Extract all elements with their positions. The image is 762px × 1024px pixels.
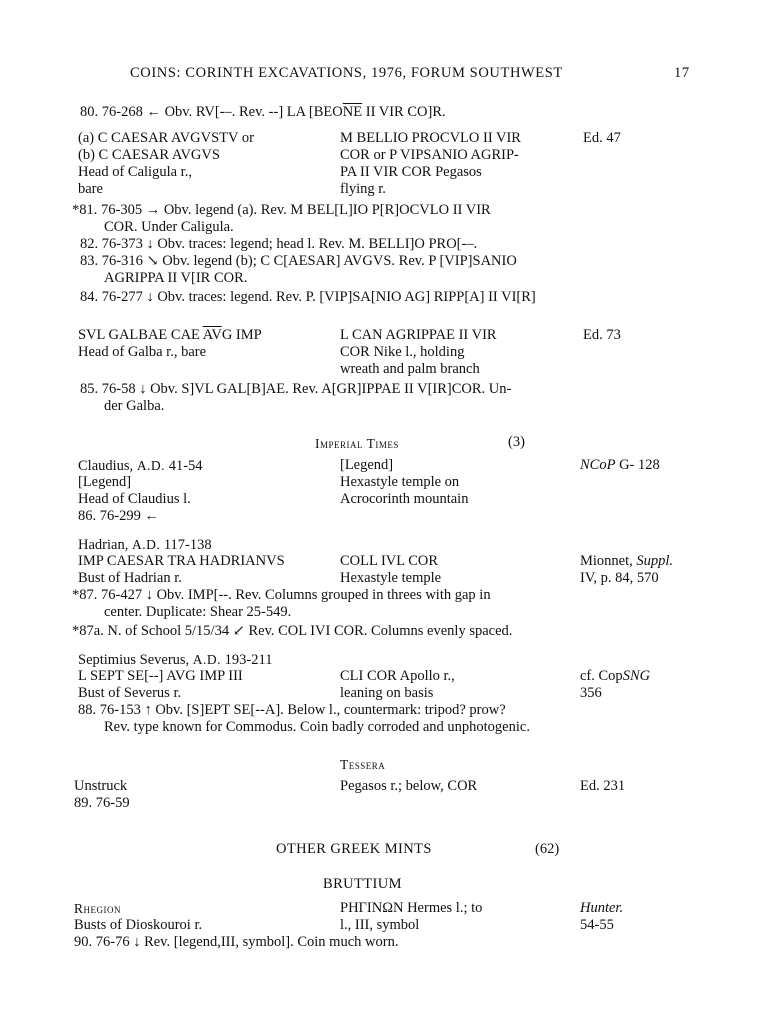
hadrian-title (78, 536, 212, 554)
e80-obv-bare: bare (78, 181, 103, 197)
hadrian-rev-1: COLL IVL COR (340, 553, 439, 569)
entry-86: 86. 76-299 ← (78, 508, 159, 524)
severus-rev-2: leaning on basis (340, 685, 434, 701)
entry-81-line-2: COR. Under Caligula. (104, 219, 234, 235)
bruttium-obverse: Busts of Dioskouroi r. (74, 917, 203, 933)
severus-reference-1 (580, 668, 650, 685)
e80-rev-2: COR or P VIPSANIO AGRIP- (340, 147, 519, 163)
entry-83-line-2: AGRIPPA II V[IR COR. (104, 270, 248, 286)
tessera-reverse: Pegasos r.; below, COR (340, 778, 478, 794)
claudius-ref-rest: G- 128 (615, 457, 660, 473)
entry-80-overline: $\overline{NE}$ (342, 104, 363, 120)
claudius-rev-1: [Legend] (340, 457, 394, 473)
entry-84: 84. 76-277 ↓ Obv. traces: legend. Rev. P. [VIP]SA[NIO AG] RIPP[A] II VI[R] (80, 289, 536, 305)
hadrian-reference-2: IV, p. 84, 570 (580, 570, 659, 586)
entry-88-line-2: Rev. type known for Commodus. Coin badly corroded and unphotogenic. (104, 719, 530, 735)
galba-rev-2: COR Nike l., holding (340, 344, 465, 360)
hadrian-rev-2: Hexastyle temple (340, 570, 442, 586)
claudius-rev-2: Hexastyle temple on (340, 474, 460, 490)
bruttium-reference-1: Hunter. (580, 900, 624, 916)
claudius-reference (580, 457, 660, 474)
hadrian-ad: A.D. (131, 537, 161, 552)
hadrian-obv-1: IMP CAESAR TRA HADRIANVS (78, 553, 285, 569)
entry-87-line-1: *87. 76-427 ↓ Obv. IMP[--. Rev. Columns grouped in threes with gap in (72, 587, 491, 603)
bruttium-mint-name: Rhegion (74, 901, 121, 916)
galba-obv-b: G IMP (221, 327, 262, 343)
hadrian-years: 117-138 (160, 537, 212, 553)
e80-reference: Ed. 47 (583, 130, 621, 146)
other-greek-mints-count: (62) (535, 841, 560, 857)
claudius-name: Claudius, (78, 458, 137, 474)
bruttium-rev-1: ΡΗΓΙΝΩΝ Hermes l.; to (340, 900, 483, 916)
claudius-obv-1: [Legend] (78, 474, 132, 490)
galba-rev-1: L CAN AGRIPPAE II VIR (340, 327, 497, 343)
galba-obverse-legend (78, 327, 262, 344)
claudius-rev-3: Acrocorinth mountain (340, 491, 469, 507)
hadrian-ref-a: Mionnet, (580, 553, 637, 569)
section-other-greek-mints: OTHER GREEK MINTS (276, 841, 432, 857)
severus-rev-1: CLI COR Apollo r., (340, 668, 455, 684)
severus-obv-1: L SEPT SE[--] AVG IMP III (78, 668, 243, 684)
imperial-times-count: (3) (508, 434, 525, 450)
hadrian-obv-2: Bust of Hadrian r. (78, 570, 182, 586)
entry-85-line-1: 85. 76-58 ↓ Obv. S]VL GAL[B]AE. Rev. A[GR]IPPAE II V[IR]COR. Un- (80, 381, 512, 397)
entry-87-line-2: center. Duplicate: Shear 25-549. (104, 604, 292, 620)
e80-obv-head: Head of Caligula r., (78, 164, 192, 180)
e80-rev-1: M BELLIO PROCVLO II VIR (340, 130, 521, 146)
severus-ref-b: SNG (622, 668, 651, 684)
section-imperial-times: Imperial Times (315, 436, 399, 451)
severus-name: Septimius Severus, (78, 652, 193, 668)
entry-81-line-1: *81. 76-305 → Obv. legend (a). Rev. M BEL[L]IO P[R]OCVLO II VIR (72, 202, 491, 218)
hadrian-ref-b: Suppl. (636, 553, 674, 569)
hadrian-reference-1 (580, 553, 673, 570)
claudius-obv-2: Head of Claudius l. (78, 491, 191, 507)
entry-80-heading (80, 104, 446, 121)
running-title: COINS: CORINTH EXCAVATIONS, 1976, FORUM SOUTHWEST (130, 65, 563, 81)
severus-ref-a: cf. Cop (580, 668, 623, 684)
entry-89: 89. 76-59 (74, 795, 130, 811)
bruttium-rev-2: l., III, symbol (340, 917, 420, 933)
claudius-ad: A.D. (136, 458, 166, 473)
page-number: 17 (674, 65, 690, 81)
severus-title (78, 651, 272, 669)
entry-83-line-1: 83. 76-316 ↘ Obv. legend (b); C C[AESAR] AVGVS. Rev. P [VIP]SANIO (80, 253, 517, 269)
severus-reference-2: 356 (580, 685, 602, 701)
severus-obv-2: Bust of Severus r. (78, 685, 182, 701)
tessera-reference: Ed. 231 (580, 778, 626, 794)
entry-90: 90. 76-76 ↓ Rev. [legend,III, symbol]. Coin much worn. (74, 934, 399, 950)
hadrian-name: Hadrian, (78, 537, 132, 553)
e80-obv-b: (b) C CAESAR AVGVS (78, 147, 220, 163)
section-bruttium: BRUTTIUM (323, 876, 402, 892)
bruttium-reference-2: 54-55 (580, 917, 614, 933)
entry-80-text-a: 80. 76-268 ← Obv. RV[-–. Rev. --] LA [BEO (80, 104, 343, 120)
e80-obv-a: (a) C CAESAR AVGVSTV or (78, 130, 254, 146)
claudius-title (78, 457, 203, 475)
e80-rev-4: flying r. (340, 181, 386, 197)
galba-obverse-desc: Head of Galba r., bare (78, 344, 207, 360)
galba-reference: Ed. 73 (583, 327, 621, 343)
galba-rev-3: wreath and palm branch (340, 361, 480, 377)
severus-ad: A.D. (192, 652, 222, 667)
severus-years: 193-211 (221, 652, 273, 668)
entry-88-line-1: 88. 76-153 ↑ Obv. [S]EPT SE[--A]. Below l., countermark: tripod? prow? (78, 702, 506, 718)
claudius-ref-italic: NCoP (580, 457, 616, 473)
entry-85-line-2: der Galba. (104, 398, 165, 414)
galba-obv-a: SVL GALBAE CAE (78, 327, 203, 343)
e80-rev-3: PA II VIR COR Pegasos (340, 164, 482, 180)
tessera-obverse: Unstruck (74, 778, 128, 794)
entry-82: 82. 76-373 ↓ Obv. traces: legend; head l. Rev. M. BELLI]O PRO[-–. (80, 236, 478, 252)
section-tessera: Tessera (340, 757, 386, 772)
entry-87a: *87a. N. of School 5/15/34 ↙ Rev. COL IVI COR. Columns evenly spaced. (72, 623, 513, 639)
claudius-years: 41-54 (165, 458, 203, 474)
entry-80-text-b: II VIR CO]R. (362, 104, 446, 120)
galba-obv-overline: $\overline{AV}$ (202, 327, 222, 343)
